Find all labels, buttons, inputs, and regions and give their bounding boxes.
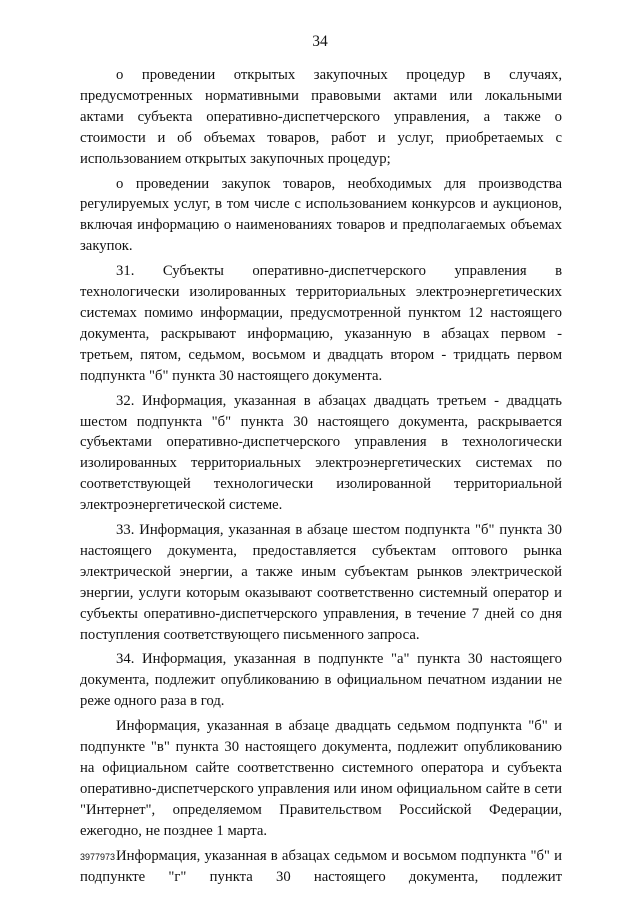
paragraph-clause-31: 31. Субъекты оперативно-диспетчерского управления в технологически изолированных территориальных электроэнергетических системах помимо информации, предусмотренной пунктом 12 настоящего документа, раскрывают информацию, указанную в абзацах первом - третьем, пятом, седьмом, восьмом и двадцать втором - тридцать первом подпункта "б" пункта 30 настоящего документа. [80,263,562,384]
page-number: 34 [312,33,328,50]
document-body [80,65,562,891]
paragraph-clause-34: 34. Информация, указанная в подпункте "а" пункта 30 настоящего документа, подлежит опубликованию в официальном печатном издании не реже одного раза в год. [80,651,562,710]
paragraph-continued: Информация, указанная в абзацах седьмом и восьмом подпункта "б" и подпункте "г" пункта 30 настоящего документа, подлежит [80,847,562,885]
document-code: 3977973 [80,852,116,862]
paragraph-goods-procurement: о проведении закупок товаров, необходимых для производства регулируемых услуг, в том числе с использованием конкурсов и аукционов, включая информацию о наименованиях товаров и предполагаемых объемах закупок. [80,175,562,255]
paragraph-annual-publication: Информация, указанная в абзаце двадцать седьмом подпункта "б" и подпункте "в" пункта 30 настоящего документа, подлежит опубликованию на официальном сайте соответственно системного оператора и субъекта оперативно-диспетчерского управления или ином официальном сайте в сети "Интернет", определяемом Правительством Российской Федерации, ежегодно, не позднее 1 марта. [80,718,562,839]
paragraph-clause-33: 33. Информация, указанная в абзаце шестом подпункта "б" пункта 30 настоящего документа, предоставляется субъектам оптового рынка электрической энергии, а также иным субъектам рынков электрической энергии, услуги которым оказывают соответственно системный оператор и субъекты оперативно-диспетчерского управления, в течение 7 дней со дня поступления соответствующего письменного запроса. [80,522,562,643]
paragraph-clause-32: 32. Информация, указанная в абзацах двадцать третьем - двадцать шестом подпункта "б" пункта 30 настоящего документа, раскрывается субъектами оперативно-диспетчерского управления в технологически изолированных территориальных электроэнергетических системах по соответствующей технологически изолированной территориальной электроэнергетической системе. [80,392,562,514]
paragraph-open-procurement: о проведении открытых закупочных процедур в случаях, предусмотренных нормативными правовыми актами или локальными актами субъекта оперативно-диспетчерского управления, а также о стоимости и об объемах товаров, работ и услуг, приобретаемых с использованием открытых закупочных процедур; [80,67,562,167]
